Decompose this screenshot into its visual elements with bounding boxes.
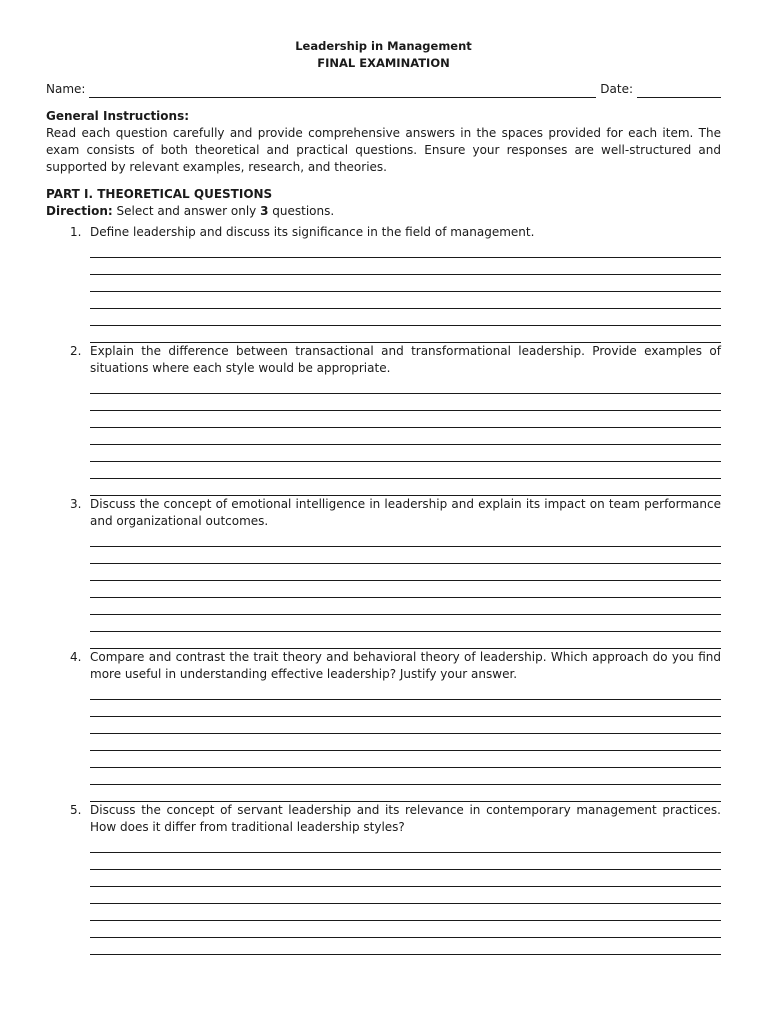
- exam-title: FINAL EXAMINATION: [317, 56, 450, 70]
- instructions-body: Read each question carefully and provide comprehensive answers in the spaces provided for each item. The exam consists of both theoretical and practical questions. Ensure your responses are well-structured and supported by relevant examples, research, and theories.: [46, 126, 721, 174]
- question-5: [46, 802, 721, 955]
- direction-text-pre: Select and answer only: [112, 204, 261, 218]
- question-4: [46, 649, 721, 802]
- question-text: Explain the difference between transactional and transformational leadership. Provide examples of situations where each style would be appropriate.: [90, 344, 721, 375]
- name-label: Name:: [46, 82, 86, 96]
- part1-heading: PART I. THEORETICAL QUESTIONS: [46, 187, 273, 201]
- answer-lines[interactable]: [90, 377, 721, 496]
- exam-page: [46, 38, 721, 955]
- question-number: 1.: [70, 225, 82, 239]
- direction-count: 3: [260, 204, 269, 218]
- answer-lines[interactable]: [90, 836, 721, 955]
- question-text: Discuss the concept of emotional intelligence in leadership and explain its impact on team performance and organizational outcomes.: [90, 497, 721, 528]
- question-text: Compare and contrast the trait theory and behavioral theory of leadership. Which approach do you find more useful in understanding effective leadership? Justify your answer.: [90, 650, 721, 681]
- question-number: 3.: [70, 497, 82, 511]
- answer-lines[interactable]: [90, 683, 721, 802]
- direction-label: Direction:: [46, 204, 113, 218]
- date-label: Date:: [600, 82, 633, 96]
- instructions-heading: General Instructions:: [46, 109, 190, 123]
- date-field[interactable]: [637, 84, 721, 98]
- question-1: [46, 224, 721, 343]
- question-2: [46, 343, 721, 496]
- direction: [46, 203, 721, 220]
- question-number: 2.: [70, 344, 82, 358]
- question-number: 4.: [70, 650, 82, 664]
- question-number: 5.: [70, 803, 82, 817]
- question-3: [46, 496, 721, 649]
- answer-lines[interactable]: [90, 530, 721, 649]
- direction-text-post: questions.: [268, 204, 335, 218]
- question-text: Discuss the concept of servant leadership and its relevance in contemporary management practices. How does it differ from traditional leadership styles?: [90, 803, 721, 834]
- course-title: Leadership in Management: [295, 39, 472, 53]
- answer-lines[interactable]: [90, 241, 721, 343]
- question-text: Define leadership and discuss its significance in the field of management.: [90, 225, 535, 239]
- name-field[interactable]: [89, 84, 596, 98]
- name-date-row: [46, 81, 721, 98]
